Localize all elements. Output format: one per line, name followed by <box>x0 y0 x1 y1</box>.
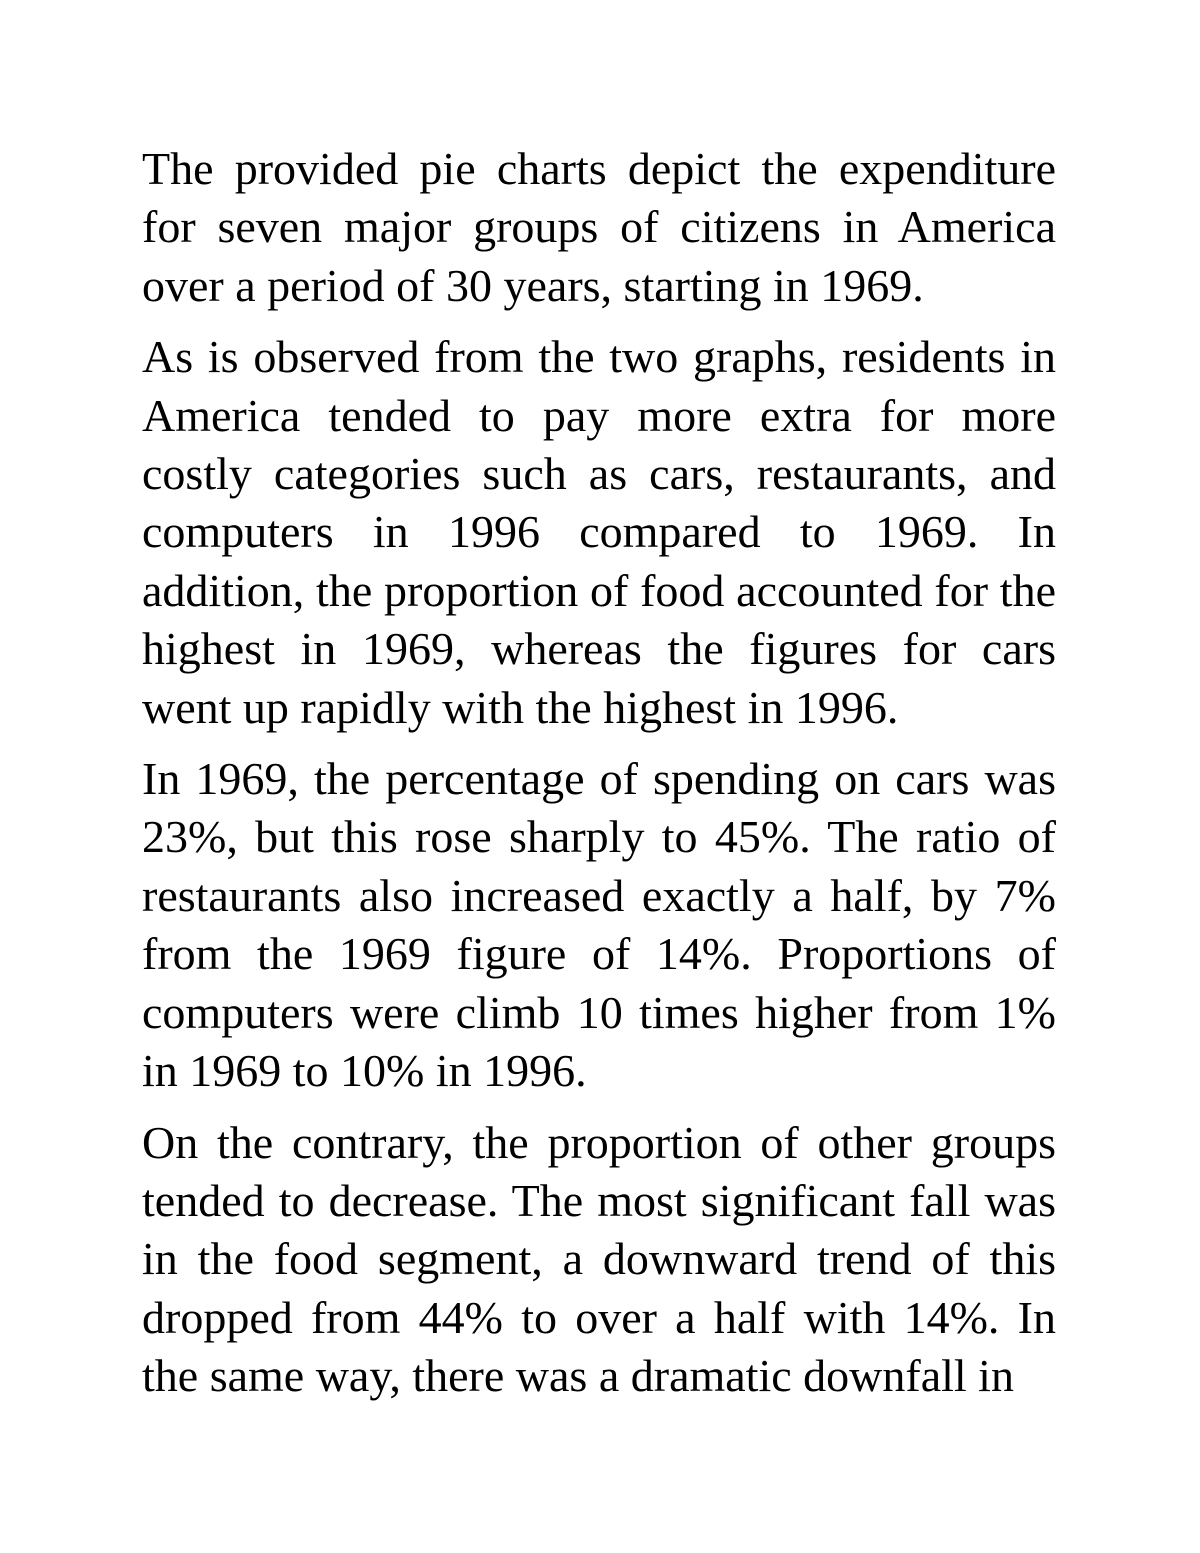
overview-paragraph: As is observed from the two graphs, residents in America tended to pay more extra for more costly categories such as cars, restaurants, and computers in 1996 compared to 1969. In addition, the proportion of food accounted for the highest in 1969, whereas the figures for cars went up rapidly with the highest in 1996. <box>142 331 1056 733</box>
intro-paragraph: The provided pie charts depict the expenditure for seven major groups of citizens in America over a period of 30 years, starting in 1969. <box>142 143 1056 311</box>
increase-paragraph: In 1969, the percentage of spending on cars was 23%, but this rose sharply to 45%. The ratio of restaurants also increased exactly a half, by 7% from the 1969 figure of 14%. Proportions of computers were climb 10 times higher from 1% in 1969 to 10% in 1996. <box>142 753 1056 1097</box>
decrease-paragraph: On the contrary, the proportion of other groups tended to decrease. The most significant fall was in the food segment, a downward trend of this dropped from 44% to over a half with 14%. In the same way, there was a dramatic downfall in <box>142 1116 1056 1402</box>
document-page <box>142 140 1056 1419</box>
